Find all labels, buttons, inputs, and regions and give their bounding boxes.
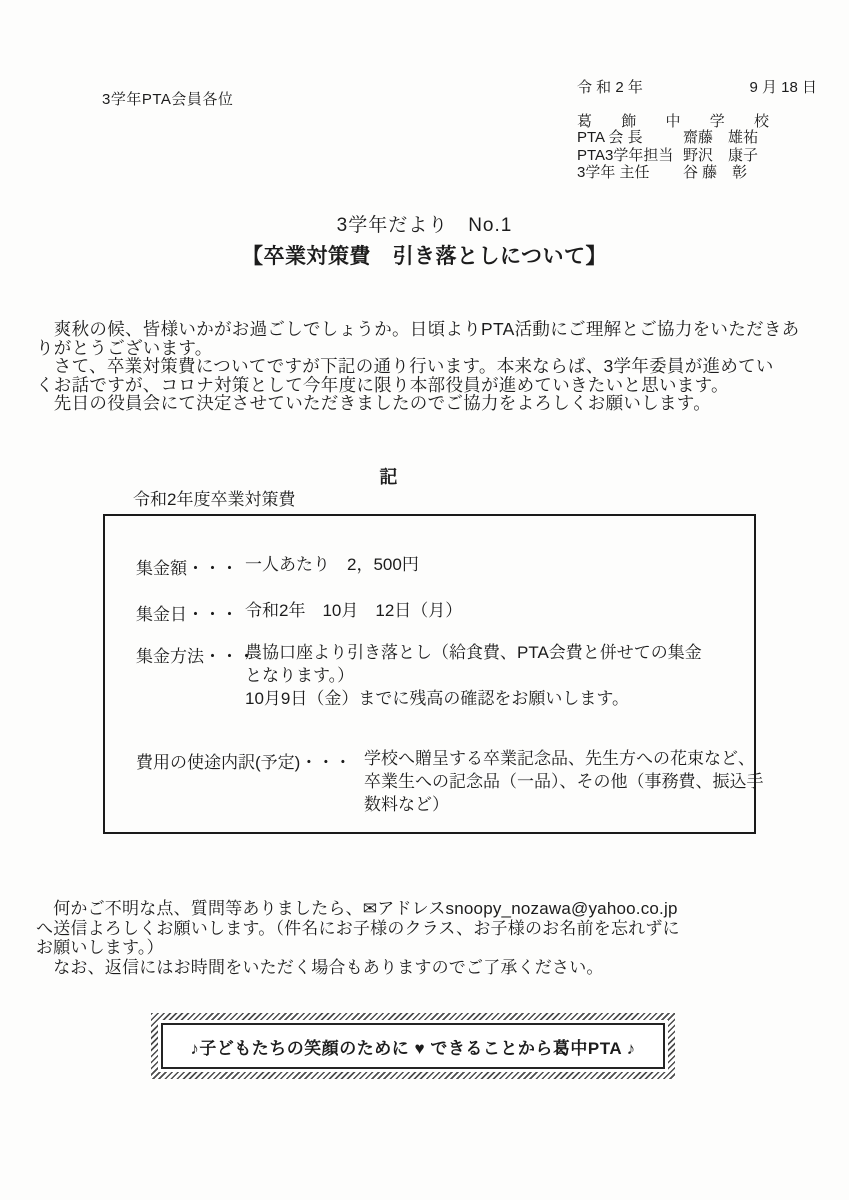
fee-value-line: 学校へ贈呈する卒業記念品、先生方への花束など、 [364, 749, 755, 768]
school-name: 葛 飾 中 学 校 [577, 113, 769, 130]
fee-label-method: 集金方法・・・ [136, 647, 255, 666]
recipient: 3学年PTA会員各位 [102, 91, 234, 108]
contact-line: なお、返信にはお時間をいただく場合もありますのでご了承ください。 [36, 957, 604, 977]
greeting-paragraph [36, 320, 826, 413]
fee-label-amount: 集金額・・・ [136, 559, 238, 578]
document-date [577, 76, 817, 97]
signatory-role: PTA 会 長 [577, 129, 643, 146]
slogan-box [151, 1013, 675, 1079]
greeting-line: さて、卒業対策費についてですが下記の通り行います。本来ならば、3学年委員が進めてい [36, 356, 774, 376]
slogan-border-gap [158, 1020, 668, 1072]
date-era: 令 和 2 年 [577, 79, 643, 96]
date-day: 9 月 18 日 [749, 79, 817, 96]
contact-line: お願いします。） [36, 938, 164, 957]
signatory-row [577, 147, 827, 165]
fee-value-line: 数料など） [364, 794, 449, 814]
signatory-name: 齋藤 雄祐 [683, 129, 759, 146]
fee-value-line: 卒業生への記念品（一品）、その他（事務費、振込手 [364, 771, 764, 791]
greeting-line: りがとうございます。 [36, 337, 213, 358]
greeting-line: くお話ですが、コロナ対策として今年度に限り本部役員が進めていきたいと思います。 [36, 374, 729, 395]
fee-value-amount [245, 554, 419, 577]
signatory-role: PTA3学年担当 [577, 146, 674, 164]
record-mark: 記 [379, 467, 399, 487]
signatory-row [577, 129, 827, 147]
signatory-row [577, 164, 827, 182]
fee-label-usage: 費用の使途内訳(予定)・・・ [136, 753, 352, 772]
fee-value-usage [364, 748, 764, 816]
newsletter-title: 3学年だより No.1 [336, 215, 513, 236]
slogan-inner-frame [161, 1023, 665, 1069]
contact-paragraph [36, 899, 826, 977]
fee-value-line: となります。） [245, 665, 355, 685]
record-subheading: 令和2年度卒業対策費 [133, 490, 296, 509]
fee-value-date [245, 600, 462, 623]
fee-value-line: 農協口座より引き落とし（給食費、PTA会費と併せての集金 [245, 643, 702, 662]
signatory-role: 3学年 主任 [577, 164, 650, 182]
contact-line-email: 何かご不明な点、質問等ありましたら、✉アドレスsnoopy_nozawa@yahoo.co.jp [36, 899, 678, 918]
sender-block [577, 129, 827, 182]
slogan-text: ♪子どもたちの笑顔のために ♥ できることから葛中PTA ♪ [190, 1038, 636, 1058]
fee-box [103, 514, 764, 834]
fee-label-date: 集金日・・・ [136, 605, 238, 624]
fee-value-line: 一人あたり 2，500円 [245, 555, 419, 574]
title-block [0, 210, 849, 270]
signatory-name: 野沢 康子 [683, 146, 759, 164]
fee-value-method [245, 642, 702, 710]
notice-subtitle: 【卒業対策費 引き落としについて】 [241, 245, 608, 268]
contact-line: へ送信よろしくお願いします。（件名にお子様のクラス、お子様のお名前を忘れずに [36, 918, 680, 938]
fee-value-line: 10月9日（金）までに残高の確認をお願いします。 [245, 688, 630, 708]
fee-value-line: 令和2年 10月 12日（月） [245, 601, 463, 620]
signatory-name: 谷 藤 彰 [683, 164, 748, 182]
greeting-line: 先日の役員会にて決定させていただきましたのでご協力をよろしくお願いします。 [36, 393, 711, 413]
greeting-line: 爽秋の候、皆様いかがお過ごしでしょうか。日頃よりPTA活動にご理解とご協力をいただきあ [36, 319, 800, 339]
